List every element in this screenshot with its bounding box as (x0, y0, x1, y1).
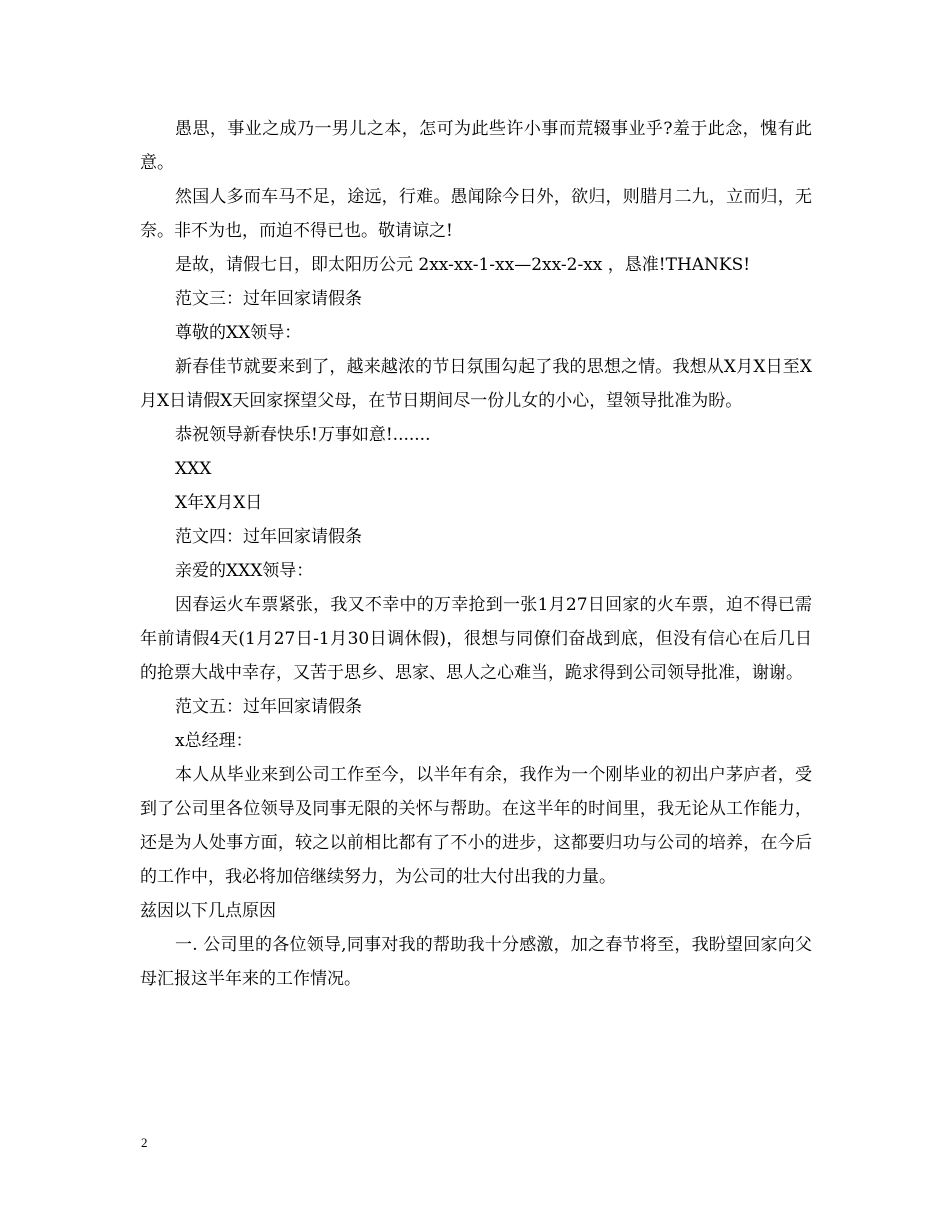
document-body (140, 112, 812, 996)
signature-name: XXX (175, 459, 212, 479)
signature-date: X年X月X日 (175, 493, 263, 513)
heading-sample-five: 范文五：过年回家请假条 (175, 697, 362, 717)
paragraph-sample-three-body: 新春佳节就要来到了，越来越浓的节日氛围勾起了我的思想之情。我想从X月X日至X月X日请假X天回家探望父母，在节日期间尽一份儿女的小心，望领导批准为盼。 (140, 357, 812, 411)
page-number: 2 (141, 1135, 148, 1150)
paragraph-sample-three-wishes: 恭祝领导新春快乐!万事如意!....... (175, 425, 431, 445)
salutation-sample-five: x总经理： (175, 731, 253, 751)
paragraph-sample-four-body: 因春运火车票紧张，我又不幸中的万幸抢到一张1月27日回家的火车票，迫不得已需年前请假4天(1月27日-1月30日调休假)，很想与同僚们奋战到底，但没有信心在后几日的抢票大战中幸存，又苦于思乡、思家、思人之心难当，跪求得到公司领导批准，谢谢。 (140, 595, 812, 683)
salutation-sample-three: 尊敬的XX领导： (175, 323, 302, 343)
paragraph-reasons-intro: 兹因以下几点原因 (140, 901, 276, 921)
paragraph-leave-request: 是故，请假七日，即太阳历公元 2xx-xx-1-xx—2xx-2-xx ，恳准!THANKS! (175, 255, 751, 275)
paragraph-reason-one: 一. 公司里的各位领导,同事对我的帮助我十分感激，加之春节将至，我盼望回家向父母汇报这半年来的工作情况。 (140, 935, 812, 989)
heading-sample-three: 范文三：过年回家请假条 (175, 289, 362, 309)
paragraph-sample-five-body: 本人从毕业来到公司工作至今，以半年有余，我作为一个刚毕业的初出户茅庐者，受到了公司里各位领导及同事无限的关怀与帮助。在这半年的时间里，我无论从工作能力，还是为人处事方面，较之以前相比都有了不小的进步，这都要归功与公司的培养，在今后的工作中，我必将加倍继续努力，为公司的壮大付出我的力量。 (140, 765, 812, 887)
paragraph-reflection: 愚思，事业之成乃一男儿之本，怎可为此些许小事而荒辍事业乎?羞于此念，愧有此意。 (140, 119, 812, 173)
paragraph-travel-difficulty: 然国人多而车马不足，途远，行难。愚闻除今日外，欲归，则腊月二九，立而归，无奈。非不为也，而迫不得已也。敬请谅之! (140, 187, 812, 241)
salutation-sample-four: 亲爱的XXX领导： (175, 561, 314, 581)
heading-sample-four: 范文四：过年回家请假条 (175, 527, 362, 547)
